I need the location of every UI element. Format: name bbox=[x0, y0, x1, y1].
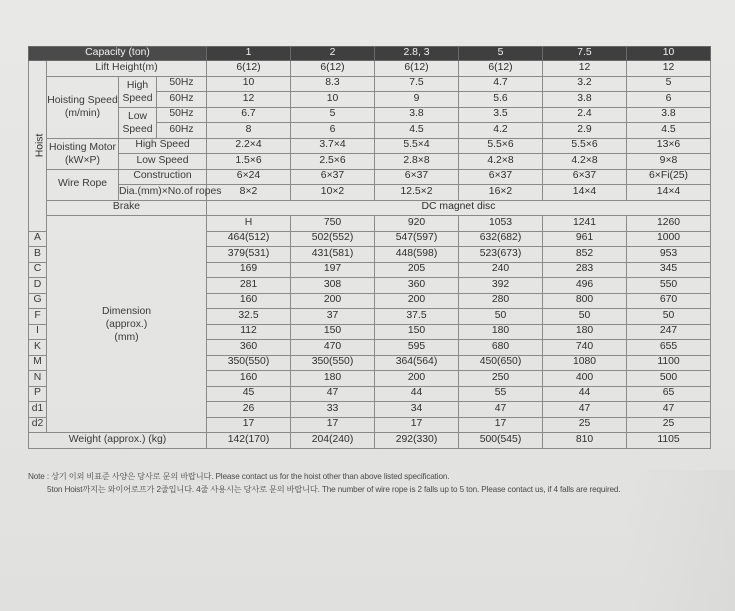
dimension-value: 112 bbox=[207, 324, 291, 340]
capacity-column-header: 2 bbox=[291, 47, 375, 61]
table-row bbox=[29, 47, 711, 61]
high-speed-60hz-value: 9 bbox=[375, 92, 459, 108]
low-speed-60hz-value: 2.9 bbox=[543, 123, 627, 139]
dimension-value: 961 bbox=[543, 231, 627, 247]
low-speed-50hz-value: 2.4 bbox=[543, 107, 627, 123]
note-line-2: 5ton Hoist까지는 와이어로프가 2줄입니다. 4줄 사용시는 당사로 문의 바랍니다. The number of wire rope is 2 falls up to 5 ton. Please contact us, if 4 falls are required. bbox=[47, 484, 621, 494]
low-speed-50hz-value: 3.8 bbox=[375, 107, 459, 123]
dimension-value: 17 bbox=[207, 417, 291, 433]
table-row bbox=[29, 200, 711, 216]
dimension-key: D bbox=[29, 278, 47, 294]
dimension-value: 632(682) bbox=[459, 231, 543, 247]
dimension-value: 800 bbox=[543, 293, 627, 309]
high-speed-50hz-value: 8.3 bbox=[291, 76, 375, 92]
high-speed-50hz-value: 10 bbox=[207, 76, 291, 92]
dimension-value: 345 bbox=[627, 262, 711, 278]
dimension-value: 852 bbox=[543, 247, 627, 263]
dimension-value: 47 bbox=[627, 402, 711, 418]
dimension-value: 180 bbox=[543, 324, 627, 340]
lift-height-value: 6(12) bbox=[291, 61, 375, 77]
high-speed-60hz-value: 6 bbox=[627, 92, 711, 108]
dimension-value: 150 bbox=[375, 324, 459, 340]
weight-value: 142(170) bbox=[207, 433, 291, 449]
lift-height-value: 6(12) bbox=[375, 61, 459, 77]
dimension-value: 180 bbox=[459, 324, 543, 340]
motor-low-value: 4.2×8 bbox=[459, 154, 543, 170]
dimension-value: 920 bbox=[375, 216, 459, 232]
dimension-value: 1260 bbox=[627, 216, 711, 232]
dimension-value: 655 bbox=[627, 340, 711, 356]
table-row bbox=[29, 433, 711, 449]
motor-low-value: 4.2×8 bbox=[543, 154, 627, 170]
dimension-key: B bbox=[29, 247, 47, 263]
low-speed-label: Low Speed bbox=[119, 107, 157, 138]
hoist-label: Hoist bbox=[34, 133, 46, 158]
dimension-value: 680 bbox=[459, 340, 543, 356]
high-speed-60hz-value: 12 bbox=[207, 92, 291, 108]
high-speed-50hz-value: 4.7 bbox=[459, 76, 543, 92]
dimension-value: 364(564) bbox=[375, 355, 459, 371]
dimension-value: 47 bbox=[459, 402, 543, 418]
dimension-value: 1080 bbox=[543, 355, 627, 371]
dimension-key: K bbox=[29, 340, 47, 356]
motor-high-value: 5.5×6 bbox=[543, 138, 627, 154]
dimension-value: 169 bbox=[207, 262, 291, 278]
wire-dia-value: 10×2 bbox=[291, 185, 375, 201]
wire-construction-value: 6×37 bbox=[375, 169, 459, 185]
dimension-value: 740 bbox=[543, 340, 627, 356]
dimension-value: 247 bbox=[627, 324, 711, 340]
hz-label: 50Hz bbox=[157, 107, 207, 123]
wire-dia-value: 16×2 bbox=[459, 185, 543, 201]
table-row bbox=[29, 185, 711, 201]
dimension-key: C bbox=[29, 262, 47, 278]
dimension-value: 350(550) bbox=[207, 355, 291, 371]
dimension-value: 670 bbox=[627, 293, 711, 309]
lift-height-value: 6(12) bbox=[459, 61, 543, 77]
dimension-value: 160 bbox=[207, 371, 291, 387]
wire-construction-value: 6×37 bbox=[459, 169, 543, 185]
dimension-value: 360 bbox=[207, 340, 291, 356]
dimension-value: 17 bbox=[375, 417, 459, 433]
motor-high-value: 5.5×4 bbox=[375, 138, 459, 154]
dimension-value: 50 bbox=[543, 309, 627, 325]
low-speed-50hz-value: 3.8 bbox=[627, 107, 711, 123]
dimension-value: 392 bbox=[459, 278, 543, 294]
brake-label: Brake bbox=[47, 200, 207, 216]
dimension-value: 240 bbox=[459, 262, 543, 278]
low-speed-50hz-value: 6.7 bbox=[207, 107, 291, 123]
high-speed-60hz-value: 3.8 bbox=[543, 92, 627, 108]
weight-value: 500(545) bbox=[459, 433, 543, 449]
high-speed-label: High Speed bbox=[119, 76, 157, 107]
table-row bbox=[29, 169, 711, 185]
capacity-column-header: 5 bbox=[459, 47, 543, 61]
dimension-value: 281 bbox=[207, 278, 291, 294]
dimension-value: 25 bbox=[543, 417, 627, 433]
dimension-value: 1100 bbox=[627, 355, 711, 371]
dimension-value: 496 bbox=[543, 278, 627, 294]
lift-height-value: 12 bbox=[543, 61, 627, 77]
dimension-label: Dimension (approx.) (mm) bbox=[47, 216, 207, 433]
dimension-value: 33 bbox=[291, 402, 375, 418]
wire-dia-value: 8×2 bbox=[207, 185, 291, 201]
capacity-column-header: 2.8, 3 bbox=[375, 47, 459, 61]
dimension-value: 308 bbox=[291, 278, 375, 294]
motor-low-value: 2.5×6 bbox=[291, 154, 375, 170]
dimension-value: 283 bbox=[543, 262, 627, 278]
dimension-key: d1 bbox=[29, 402, 47, 418]
dimension-value: 200 bbox=[375, 293, 459, 309]
weight-value: 292(330) bbox=[375, 433, 459, 449]
dimension-value: 523(673) bbox=[459, 247, 543, 263]
paper-shadow bbox=[625, 470, 735, 611]
table-row bbox=[29, 216, 711, 232]
capacity-column-header: 7.5 bbox=[543, 47, 627, 61]
dimension-value: 37.5 bbox=[375, 309, 459, 325]
high-speed-50hz-value: 3.2 bbox=[543, 76, 627, 92]
hoist-group-label bbox=[29, 61, 47, 232]
weight-value: 810 bbox=[543, 433, 627, 449]
hoisting-motor-label: Hoisting Motor (kW×P) bbox=[47, 138, 119, 169]
low-speed-50hz-value: 3.5 bbox=[459, 107, 543, 123]
dimension-value: 1000 bbox=[627, 231, 711, 247]
dimension-value: 350(550) bbox=[291, 355, 375, 371]
low-speed-50hz-value: 5 bbox=[291, 107, 375, 123]
dimension-key: H bbox=[207, 216, 291, 232]
dimension-key: M bbox=[29, 355, 47, 371]
capacity-header: Capacity (ton) bbox=[29, 47, 207, 61]
dimension-value: 34 bbox=[375, 402, 459, 418]
table-row bbox=[29, 138, 711, 154]
dimension-value: 50 bbox=[459, 309, 543, 325]
motor-low-value: 2.8×8 bbox=[375, 154, 459, 170]
motor-low-label: Low Speed bbox=[119, 154, 207, 170]
high-speed-50hz-value: 5 bbox=[627, 76, 711, 92]
dimension-value: 250 bbox=[459, 371, 543, 387]
hz-label: 60Hz bbox=[157, 123, 207, 139]
dimension-value: 37 bbox=[291, 309, 375, 325]
dimension-key: d2 bbox=[29, 417, 47, 433]
motor-low-value: 1.5×6 bbox=[207, 154, 291, 170]
hz-label: 50Hz bbox=[157, 76, 207, 92]
dimension-value: 47 bbox=[291, 386, 375, 402]
high-speed-60hz-value: 10 bbox=[291, 92, 375, 108]
dimension-value: 32.5 bbox=[207, 309, 291, 325]
high-speed-60hz-value: 5.6 bbox=[459, 92, 543, 108]
low-speed-60hz-value: 4.5 bbox=[375, 123, 459, 139]
motor-high-label: High Speed bbox=[119, 138, 207, 154]
motor-low-value: 9×8 bbox=[627, 154, 711, 170]
wire-rope-label: Wire Rope bbox=[47, 169, 119, 200]
dimension-value: 17 bbox=[459, 417, 543, 433]
dimension-value: 55 bbox=[459, 386, 543, 402]
dimension-value: 448(598) bbox=[375, 247, 459, 263]
dimension-value: 1053 bbox=[459, 216, 543, 232]
dimension-value: 379(531) bbox=[207, 247, 291, 263]
weight-label: Weight (approx.) (kg) bbox=[29, 433, 207, 449]
table-row bbox=[29, 154, 711, 170]
dimension-value: 25 bbox=[627, 417, 711, 433]
dimension-value: 595 bbox=[375, 340, 459, 356]
dimension-value: 50 bbox=[627, 309, 711, 325]
dimension-value: 464(512) bbox=[207, 231, 291, 247]
dimension-value: 26 bbox=[207, 402, 291, 418]
lift-height-value: 6(12) bbox=[207, 61, 291, 77]
weight-value: 1105 bbox=[627, 433, 711, 449]
dimension-value: 431(581) bbox=[291, 247, 375, 263]
high-speed-50hz-value: 7.5 bbox=[375, 76, 459, 92]
dimension-value: 150 bbox=[291, 324, 375, 340]
notes bbox=[28, 471, 718, 496]
lift-height-value: 12 bbox=[627, 61, 711, 77]
motor-high-value: 13×6 bbox=[627, 138, 711, 154]
table-row bbox=[29, 61, 711, 77]
dimension-value: 44 bbox=[375, 386, 459, 402]
dimension-key: N bbox=[29, 371, 47, 387]
dimension-key: A bbox=[29, 231, 47, 247]
dimension-key: P bbox=[29, 386, 47, 402]
dimension-value: 280 bbox=[459, 293, 543, 309]
dimension-value: 1241 bbox=[543, 216, 627, 232]
table-row bbox=[29, 107, 711, 123]
dimension-value: 160 bbox=[207, 293, 291, 309]
dimension-value: 502(552) bbox=[291, 231, 375, 247]
dimension-value: 197 bbox=[291, 262, 375, 278]
lift-height-label: Lift Height(m) bbox=[47, 61, 207, 77]
dimension-value: 200 bbox=[291, 293, 375, 309]
wire-construction-value: 6×37 bbox=[291, 169, 375, 185]
dimension-value: 400 bbox=[543, 371, 627, 387]
low-speed-60hz-value: 4.5 bbox=[627, 123, 711, 139]
brake-value: DC magnet disc bbox=[207, 200, 711, 216]
motor-high-value: 5.5×6 bbox=[459, 138, 543, 154]
dimension-value: 180 bbox=[291, 371, 375, 387]
hoisting-speed-label: Hoisting Speed (m/min) bbox=[47, 76, 119, 138]
dimension-value: 360 bbox=[375, 278, 459, 294]
capacity-column-header: 10 bbox=[627, 47, 711, 61]
weight-value: 204(240) bbox=[291, 433, 375, 449]
dimension-value: 547(597) bbox=[375, 231, 459, 247]
dimension-value: 450(650) bbox=[459, 355, 543, 371]
wire-dia-value: 14×4 bbox=[543, 185, 627, 201]
dimension-key: F bbox=[29, 309, 47, 325]
wire-dia-value: 14×4 bbox=[627, 185, 711, 201]
capacity-column-header: 1 bbox=[207, 47, 291, 61]
table-row bbox=[29, 76, 711, 92]
spec-table bbox=[28, 46, 711, 449]
low-speed-60hz-value: 8 bbox=[207, 123, 291, 139]
note-line-1: Note : 상기 이외 비표준 사양은 당사로 문의 바랍니다. Please contact us for the hoist other than above listed specification. bbox=[28, 472, 450, 481]
dia-label: Dia.(mm)×No.of ropes bbox=[119, 185, 207, 201]
dimension-value: 47 bbox=[543, 402, 627, 418]
dimension-key: G bbox=[29, 293, 47, 309]
dimension-value: 205 bbox=[375, 262, 459, 278]
wire-construction-value: 6×24 bbox=[207, 169, 291, 185]
construction-label: Construction bbox=[119, 169, 207, 185]
wire-dia-value: 12.5×2 bbox=[375, 185, 459, 201]
wire-construction-value: 6×Fi(25) bbox=[627, 169, 711, 185]
dimension-value: 953 bbox=[627, 247, 711, 263]
dimension-value: 200 bbox=[375, 371, 459, 387]
dimension-key: I bbox=[29, 324, 47, 340]
dimension-value: 17 bbox=[291, 417, 375, 433]
hz-label: 60Hz bbox=[157, 92, 207, 108]
low-speed-60hz-value: 4.2 bbox=[459, 123, 543, 139]
dimension-value: 45 bbox=[207, 386, 291, 402]
dimension-value: 44 bbox=[543, 386, 627, 402]
wire-construction-value: 6×37 bbox=[543, 169, 627, 185]
low-speed-60hz-value: 6 bbox=[291, 123, 375, 139]
dimension-value: 470 bbox=[291, 340, 375, 356]
dimension-value: 750 bbox=[291, 216, 375, 232]
motor-high-value: 2.2×4 bbox=[207, 138, 291, 154]
dimension-value: 65 bbox=[627, 386, 711, 402]
motor-high-value: 3.7×4 bbox=[291, 138, 375, 154]
dimension-value: 500 bbox=[627, 371, 711, 387]
dimension-value: 550 bbox=[627, 278, 711, 294]
